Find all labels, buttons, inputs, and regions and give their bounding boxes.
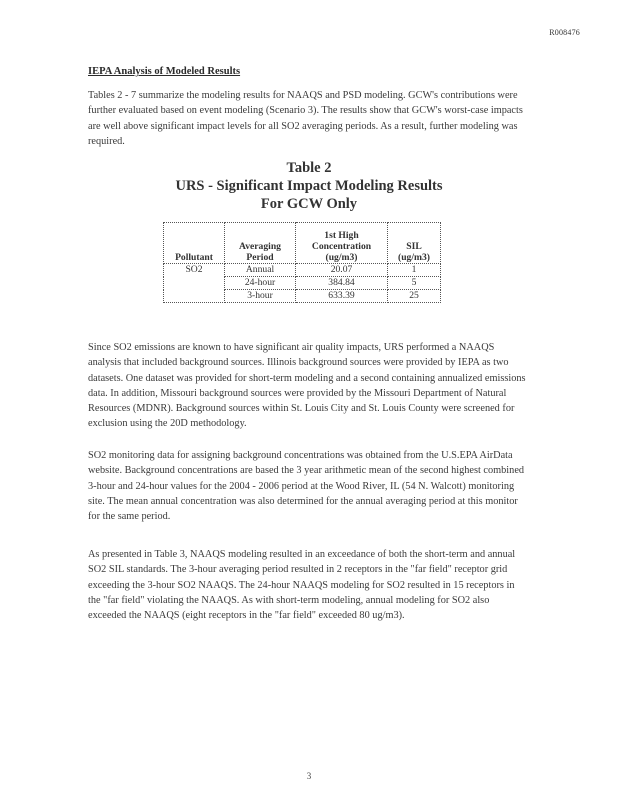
paragraph-exceedance: As presented in Table 3, NAAQS modeling resulted in an exceedance of both the short-term and annual SO2 SIL standards. The 3-hour averaging period resulted in 2 receptors in the "far field" receptor grid exceeding the 3-hour SO2 NAAQS. The 24-hour NAAQS modeling for SO2 resulted in 15 receptors in the "far field" violating the NAAQS. As with short-term modeling, annual modeling for SO2 also exceeded the NAAQS (eight receptors in the "far field" exceeded 80 ug/m3). — [88, 549, 516, 622]
header-pollutant: Pollutant — [164, 223, 225, 264]
cell-concentration: 20.07 — [296, 264, 388, 277]
cell-sil: 25 — [388, 290, 441, 303]
table-title-number: Table 2 — [286, 160, 332, 176]
header-concentration: 1st High Concentration (ug/m3) — [296, 223, 388, 264]
page-number: 3 — [306, 771, 312, 781]
table-header-row — [164, 223, 441, 264]
cell-period: 3-hour — [225, 290, 296, 303]
paragraph-naaqs-analysis: Since SO2 emissions are known to have significant air quality impacts, URS performed a NAAQS analysis that included background sources. Illinois background sources were provided by IEPA as two datasets. One dataset was provided for short-term modeling and a second containing annualized emissions data. In addition, Missouri background sources were provided by the Missouri Department of Natural Resources (MDNR). Background sources within St. Louis City and St. Louis County were screened for exclusion using the 20D methodology. — [88, 342, 526, 430]
cell-period: Annual — [225, 264, 296, 277]
header-averaging-period: Averaging Period — [225, 223, 296, 264]
cell-sil: 1 — [388, 264, 441, 277]
table-row — [164, 264, 441, 277]
paragraph-summary: Tables 2 - 7 summarize the modeling results for NAAQS and PSD modeling. GCW's contributions were further evaluated based on event modeling (Scenario 3). The results show that GCW's worst-case impacts are well above significant impact levels for all SO2 averaging periods. As a result, further modeling was required. — [88, 90, 523, 147]
table-title: URS - Significant Impact Modeling Results — [175, 178, 443, 194]
cell-sil: 5 — [388, 277, 441, 290]
page-identifier: R008476 — [549, 28, 580, 37]
table-subtitle: For GCW Only — [260, 196, 358, 212]
results-table — [163, 222, 441, 303]
cell-pollutant: SO2 — [164, 264, 225, 303]
header-sil: SIL (ug/m3) — [388, 223, 441, 264]
cell-concentration: 633.39 — [296, 290, 388, 303]
cell-period: 24-hour — [225, 277, 296, 290]
section-heading: IEPA Analysis of Modeled Results — [88, 66, 241, 77]
paragraph-monitoring-data: SO2 monitoring data for assigning background concentrations was obtained from the U.S.EPA AirData website. Background concentrations are based the 3 year arithmetic mean of the second highest combined 3-hour and 24-hour values for the 2004 - 2006 period at the Wood River, IL (54 N. Walcott) monitoring site. The mean annual concentration was also determined for the annual averaging period at this monitor for the same period. — [88, 450, 525, 523]
cell-concentration: 384.84 — [296, 277, 388, 290]
